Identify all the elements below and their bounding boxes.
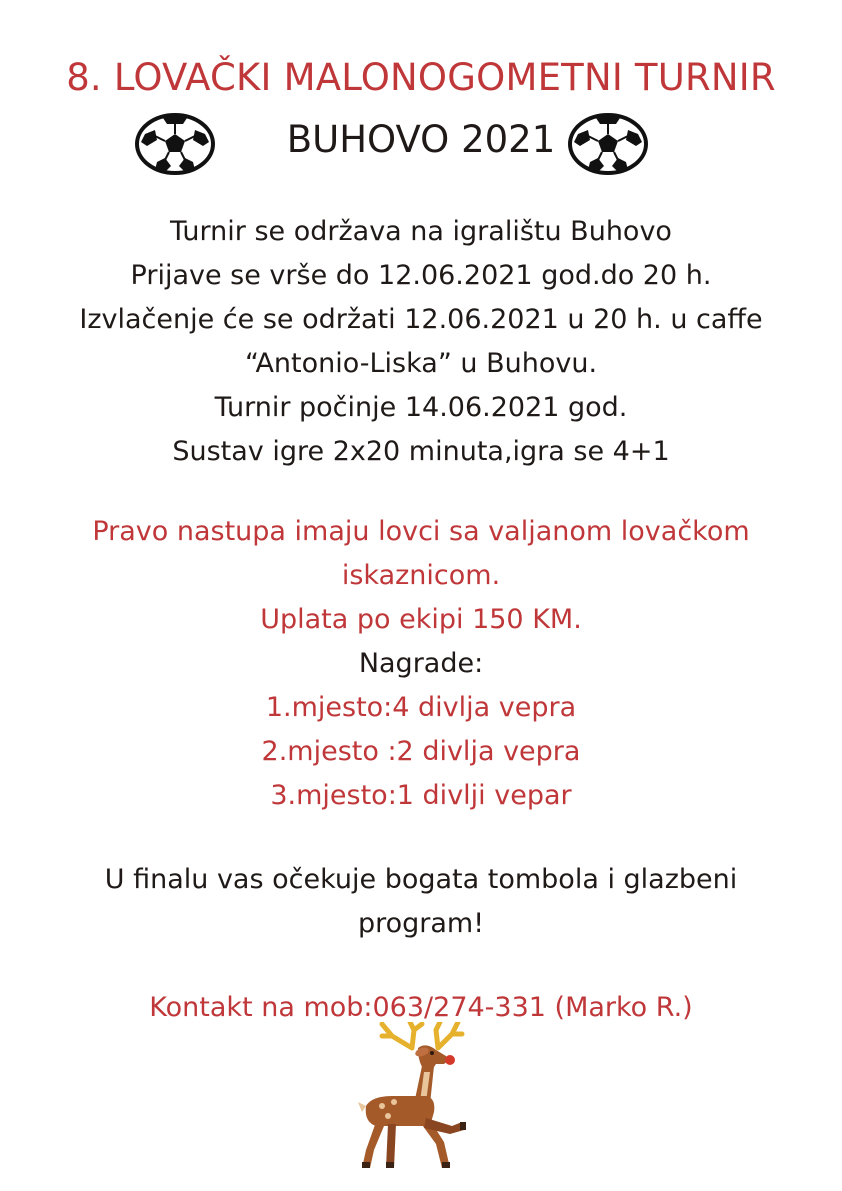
entry-fee: Uplata po ekipi 150 KM. (260, 604, 582, 635)
event-subtitle: BUHOVO 2021 (286, 118, 556, 161)
prize-item: 2.mjesto :2 divlja vepra (261, 736, 581, 767)
contact-text: Kontakt na mob:063/274-331 (Marko R.) (149, 992, 693, 1023)
info-line: Turnir počinje 14.06.2021 god. (214, 392, 628, 423)
finale-text: U finalu vas očekuje bogata tombola i glazbeni (104, 864, 738, 895)
eligibility-block (30, 510, 812, 818)
soccer-ball-icon (566, 112, 650, 176)
info-line: Turnir se održava na igralištu Buhovo (170, 216, 672, 247)
info-line: Prijave se vrše do 12.06.2021 god.do 20 h. (130, 260, 712, 291)
eligibility-text: Pravo nastupa imaju lovci sa valjanom lovačkom (92, 516, 750, 547)
page-title: 8. LOVAČKI MALONOGOMETNI TURNIR (66, 56, 776, 99)
info-line: “Antonio-Liska” u Buhovu. (244, 348, 598, 379)
finale-text: program! (357, 908, 485, 939)
deer-icon (352, 1022, 474, 1168)
prize-item: 1.mjesto:4 divlja vepra (265, 692, 577, 723)
prize-item: 3.mjesto:1 divlji vepar (270, 780, 572, 811)
info-block (30, 210, 812, 474)
finale-block (30, 858, 812, 946)
info-line: Izvlačenje će se održati 12.06.2021 u 20 h. u caffe (79, 304, 763, 335)
subtitle-row (0, 112, 842, 176)
info-line: Sustav igre 2x20 minuta,igra se 4+1 (172, 436, 670, 467)
prizes-heading: Nagrade: (358, 648, 484, 679)
eligibility-text: iskaznicom. (341, 560, 501, 591)
